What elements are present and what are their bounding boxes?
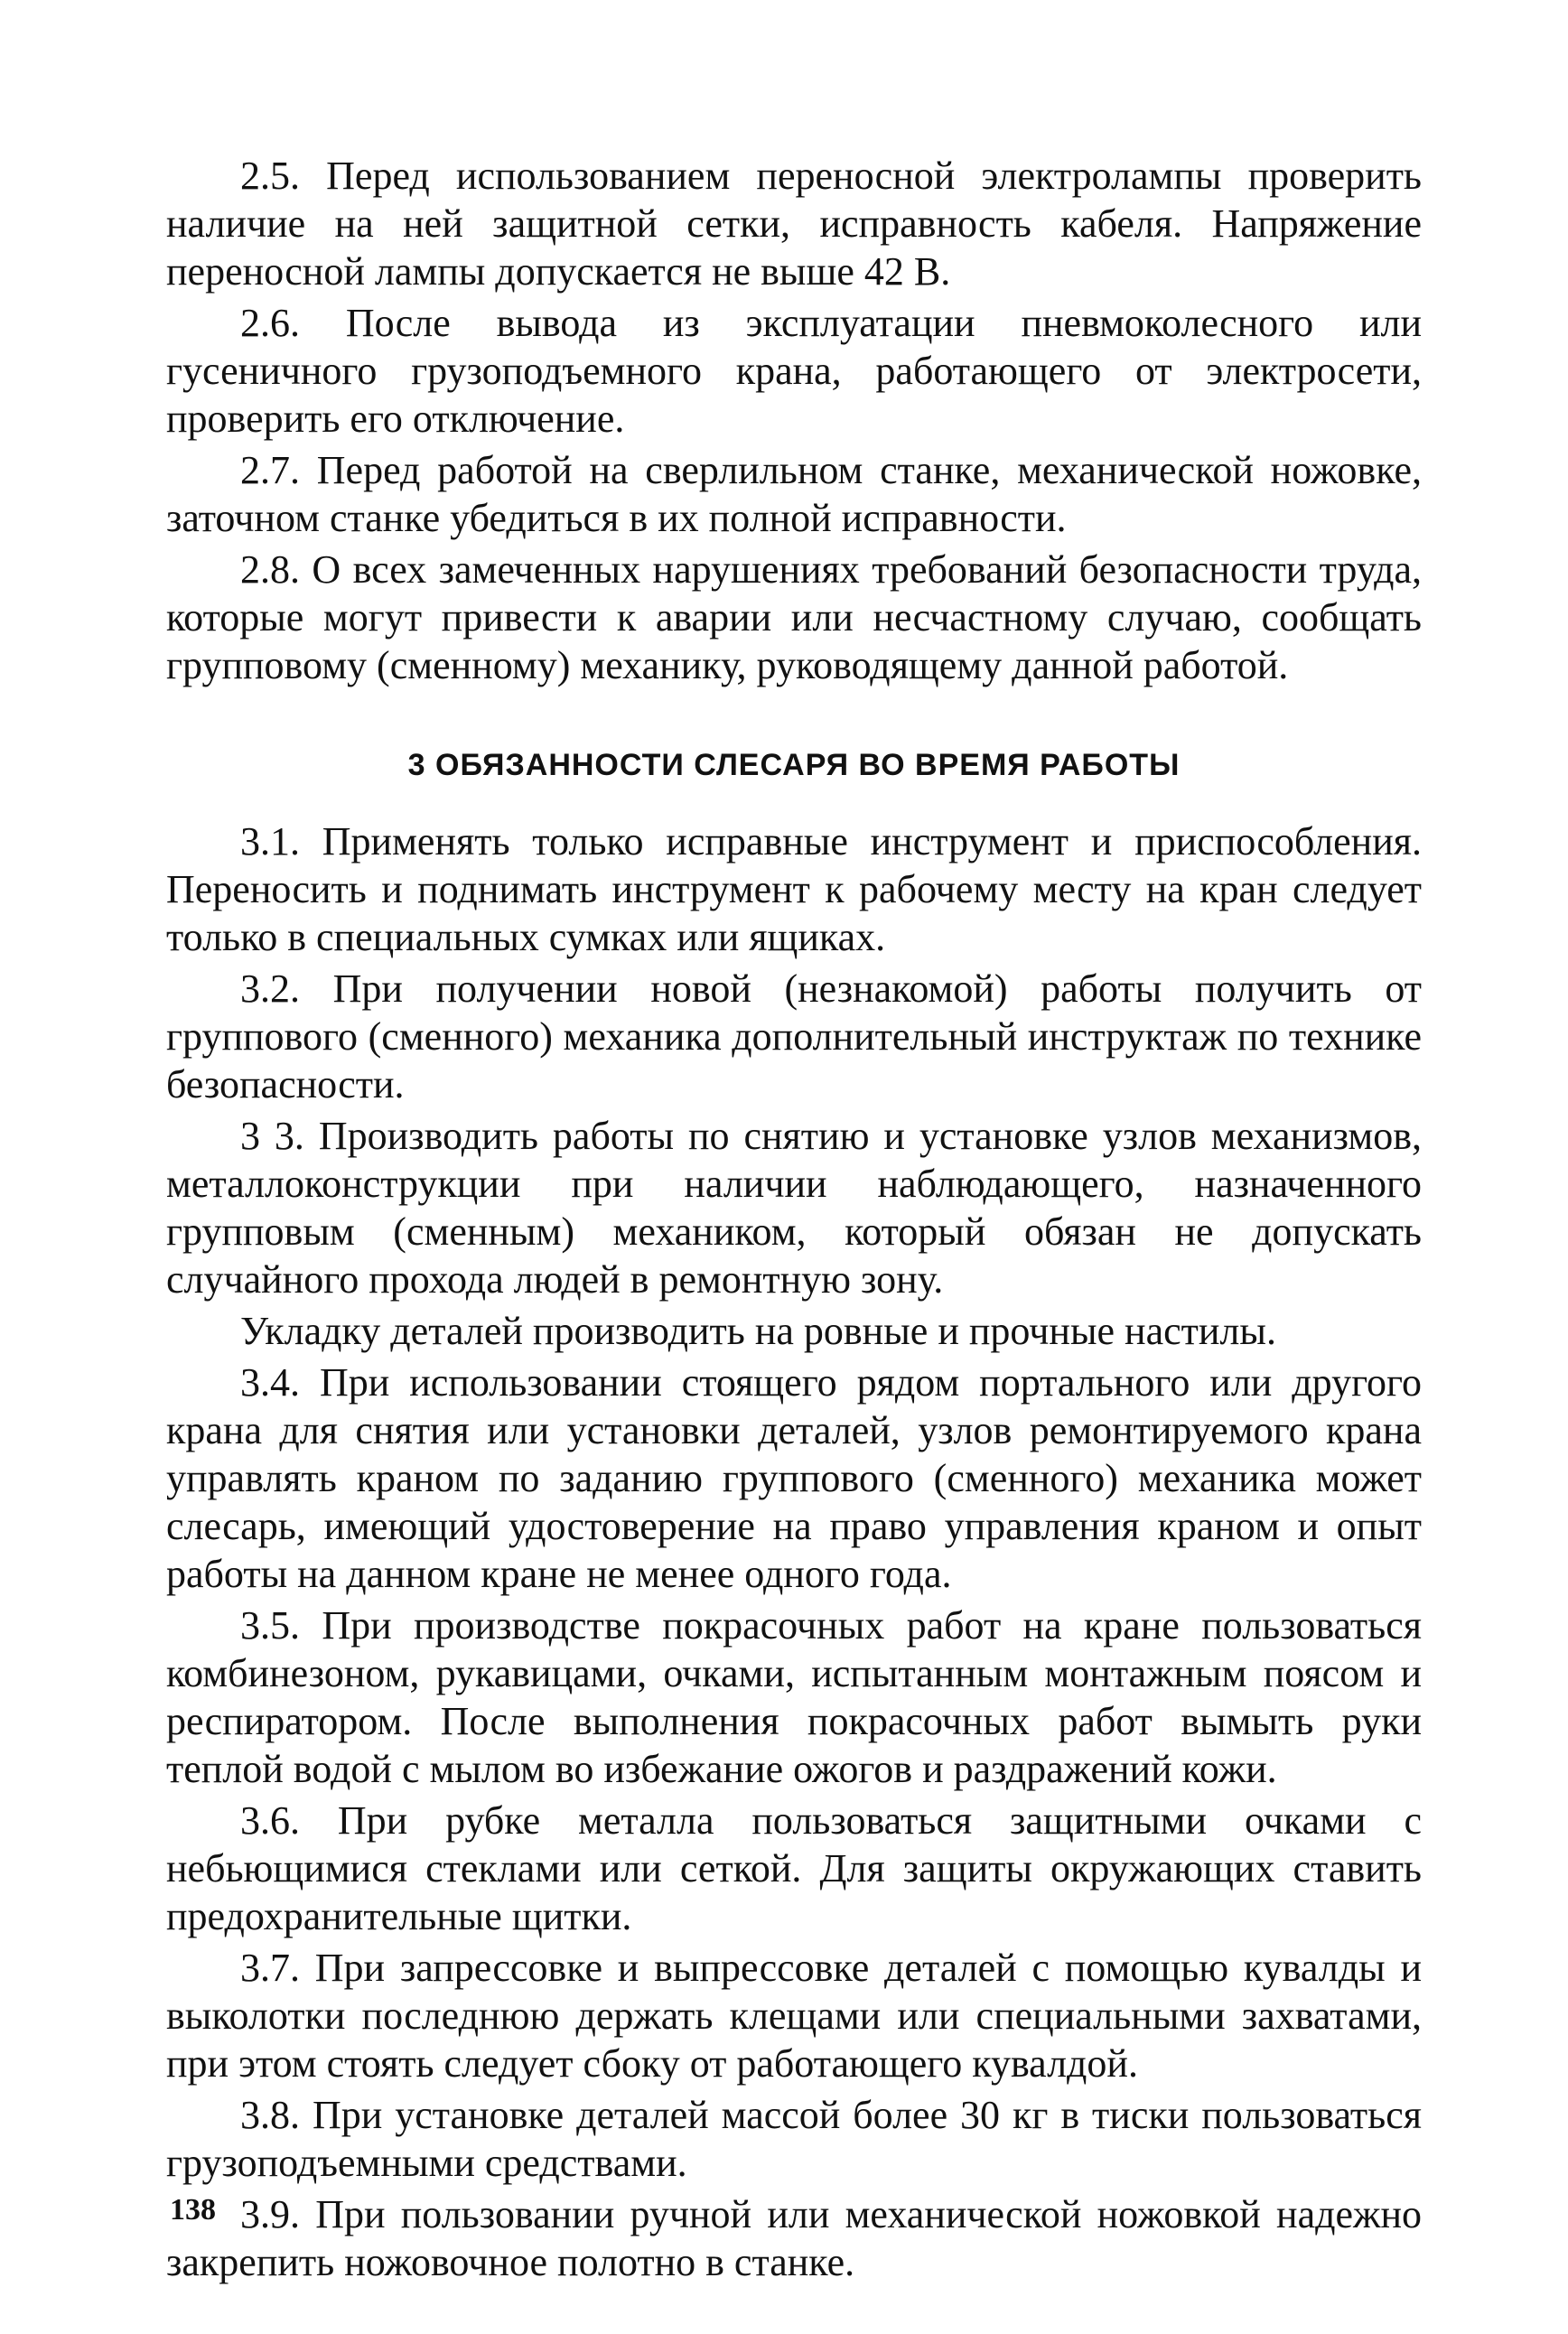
paragraph-3-5: 3.5. При производстве покрасочных работ на кране пользоваться комбинезоном, рукавицами, очками, испытанным монтажным поясом и респиратором. После выполнения покрасочных работ вымыть руки теплой водой с мылом во избежание ожогов и раздражений кожи. [166, 1603, 1422, 1791]
paragraph-2-7: 2.7. Перед работой на сверлильном станке, механической ножовке, заточном станке убедиться в их полной исправности. [166, 448, 1422, 540]
paragraph-3-9: 3.9. При пользовании ручной или механической ножовкой надежно закрепить ножовочное полотно в станке. [166, 2192, 1422, 2284]
paragraph-3-7: 3.7. При запрессовке и выпрессовке деталей с помощью кувалды и выколотки последнюю держать клещами или специальными захватами, при этом стоять следует сбоку от работающего кувалдой. [166, 1946, 1422, 2086]
paragraph-2-6: 2.6. После вывода из эксплуатации пневмоколесного или гусеничного грузоподъемного крана, работающего от электросети, проверить его отключение. [166, 301, 1422, 441]
paragraph-3-4: 3.4. При использовании стоящего рядом портального или другого крана для снятия или установки деталей, узлов ремонтируемого крана управлять краном по заданию группового (сменного) механика может слесарь, имеющий удостоверение на право управления краном и опыт работы на данном кране не менее одного года. [166, 1360, 1422, 1596]
paragraph-3-8: 3.8. При установке деталей массой более 30 кг в тиски пользоваться грузоподъемными средствами. [166, 2093, 1422, 2185]
page-body [166, 152, 1422, 2290]
paragraph-2-8: 2.8. О всех замеченных нарушениях требований безопасности труда, которые могут привести к аварии или несчастному случаю, сообщать групповому (сменному) механику, руководящему данной работой. [166, 547, 1422, 687]
page-number: 138 [170, 2193, 216, 2227]
paragraph-3-3-continued: Укладку деталей производить на ровные и прочные настилы. [240, 1309, 1276, 1353]
paragraph-3-6: 3.6. При рубке металла пользоваться защитными очками с небьющимися стеклами или сеткой. Для защиты окружающих ставить предохранительные щитки. [166, 1798, 1422, 1938]
section-3-heading: 3 ОБЯЗАННОСТИ СЛЕСАРЯ ВО ВРЕМЯ РАБОТЫ [407, 748, 1181, 782]
paragraph-3-3: 3 3. Производить работы по снятию и установке узлов механизмов, металлоконструкции при наличии наблюдающего, назначенного групповым (сменным) механиком, который обязан не допускать случайного прохода людей в ремонтную зону. [166, 1114, 1422, 1302]
paragraph-3-1: 3.1. Применять только исправные инструмент и приспособления. Переносить и поднимать инструмент к рабочему месту на кран следует только в специальных сумках или ящиках. [166, 819, 1422, 959]
paragraph-3-2: 3.2. При получении новой (незнакомой) работы получить от группового (сменного) механика дополнительный инструктаж по технике безопасности. [166, 966, 1422, 1106]
paragraph-2-5: 2.5. Перед использованием переносной электролампы проверить наличие на ней защитной сетки, исправность кабеля. Напряжение переносной лампы допускается не выше 42 В. [166, 154, 1422, 294]
